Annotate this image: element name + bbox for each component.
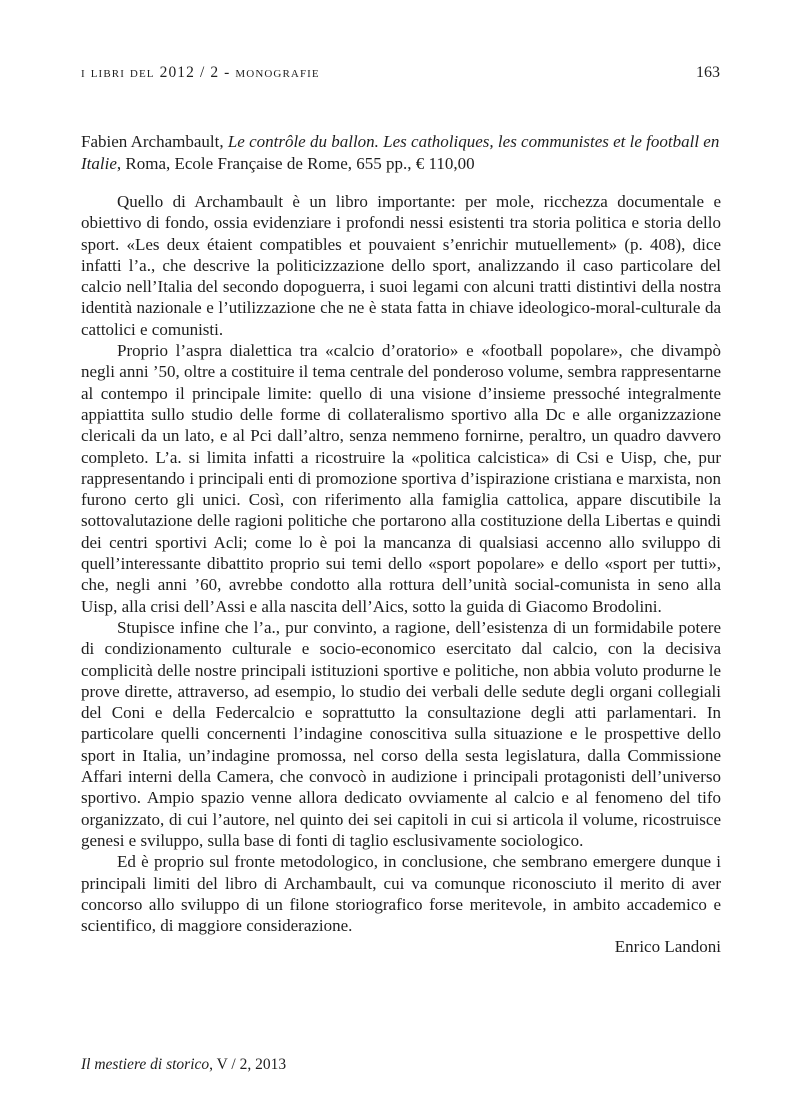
- page-number: 163: [696, 64, 720, 81]
- review-paragraph: Stupisce infine che l’a., pur convinto, a ragione, dell’esistenza di un formidabile potere di condizionamento culturale e socio-economico esercitato dal calcio, con la decisiva complicità delle nostre principali istituzioni sportive e politiche, non abbia voluto produrne le prove dirette, attraverso, ad esempio, lo studio dei verbali delle sedute degli organi collegiali del Coni e della Federcalcio e soprattutto la consultazione degli atti parlamentari. In particolare quelli concernenti l’indagine conoscitiva sulla situazione e le prospettive dello sport in Italia, un’indagine promossa, nel corso della sesta legislatura, dalla Commissione Affari interni della Camera, che convocò in audizione i principali protagonisti dell’universo sportivo. Ampio spazio venne allora dedicato ovviamente al calcio e al fenomeno del tifo organizzato, di cui l’autore, nel quinto dei sei capitoli in cui si articola il volume, ricostruisce genesi e sviluppo, sulla base di fonti di taglio esclusivamente sociologico.: [81, 617, 721, 850]
- review-body: [81, 191, 721, 958]
- review-paragraph: Quello di Archambault è un libro importante: per mole, ricchezza documentale e obiettivo di fondo, ossia evidenziare i profondi nessi esistenti tra storia politica e storia dello sport. «Les deux étaient compatibles et pouvaient s’enrichir mutuellement» (p. 408), dice infatti l’a., che descrive la politicizzazione dello sport, analizzando il caso particolare del calcio nell’Italia del secondo dopoguerra, i suoi legami con alcuni tratti distintivi della nostra identità nazionale e l’utilizzazione che ne è stata fatta in chiave ideologico-moral-culturale da cattolici e comunisti.: [81, 192, 721, 339]
- review-paragraph: Ed è proprio sul fronte metodologico, in conclusione, che sembrano emergere dunque i principali limiti del libro di Archambault, cui va comunque riconosciuto il merito di aver concorso allo sviluppo di un filone storiografico forse meritevole, in ambito accademico e scientifico, di maggiore considerazione.: [81, 852, 721, 936]
- running-head: [81, 64, 720, 88]
- journal-issue: , V / 2, 2013: [209, 1056, 287, 1073]
- review-paragraph: Proprio l’aspra dialettica tra «calcio d’oratorio» e «football popolare», che divampò negli anni ’50, oltre a costituire il tema centrale del ponderoso volume, sembra rappresentarne al contempo il principale limite: quello di una visione d’insieme pressoché integralmente appiattita sullo studio delle forme di collateralismo sportivo alla Dc e alle organizzazione clericali da un lato, e al Pci dall’altro, senza nemmeno fornirne, peraltro, un quadro davvero completo. L’a. si limita infatti a ricostruire la «politica calcistica» di Csi e Uisp, che, pur rappresentando i principali enti di promozione sportiva d’ispirazione cristiana e marxista, non furono certo gli unici. Così, con riferimento alla famiglia cattolica, appare discutibile la sottovalutazione delle ragioni politiche che portarono alla costituzione della Libertas e quindi dei centri sportivi Acli; come lo è poi la mancanza di qualsiasi accenno allo sviluppo di quell’interessante dibattito proprio sui temi dello «sport popolare» e dello «sport per tutti», che, negli anni ’60, avrebbe condotto alla rottura dell’unità social-comunista in seno alla Uisp, alla crisi dell’Assi e alla nascita dell’Aics, sotto la guida di Giacomo Brodolini.: [81, 341, 721, 616]
- book-citation: [81, 131, 721, 175]
- book-author: Fabien Archambault,: [81, 132, 224, 151]
- book-publication-info: , Roma, Ecole Française de Rome, 655 pp., € 110,00: [116, 154, 475, 173]
- running-head-title: i libri del 2012 / 2 - monografie: [81, 64, 320, 81]
- book-title: Le contrôle du ballon. Les catholiques, les communistes et le football en Italie: [81, 132, 720, 173]
- page-footer: [81, 1056, 286, 1074]
- journal-title: Il mestiere di storico: [81, 1056, 210, 1073]
- reviewer-name: Enrico Landoni: [614, 937, 721, 957]
